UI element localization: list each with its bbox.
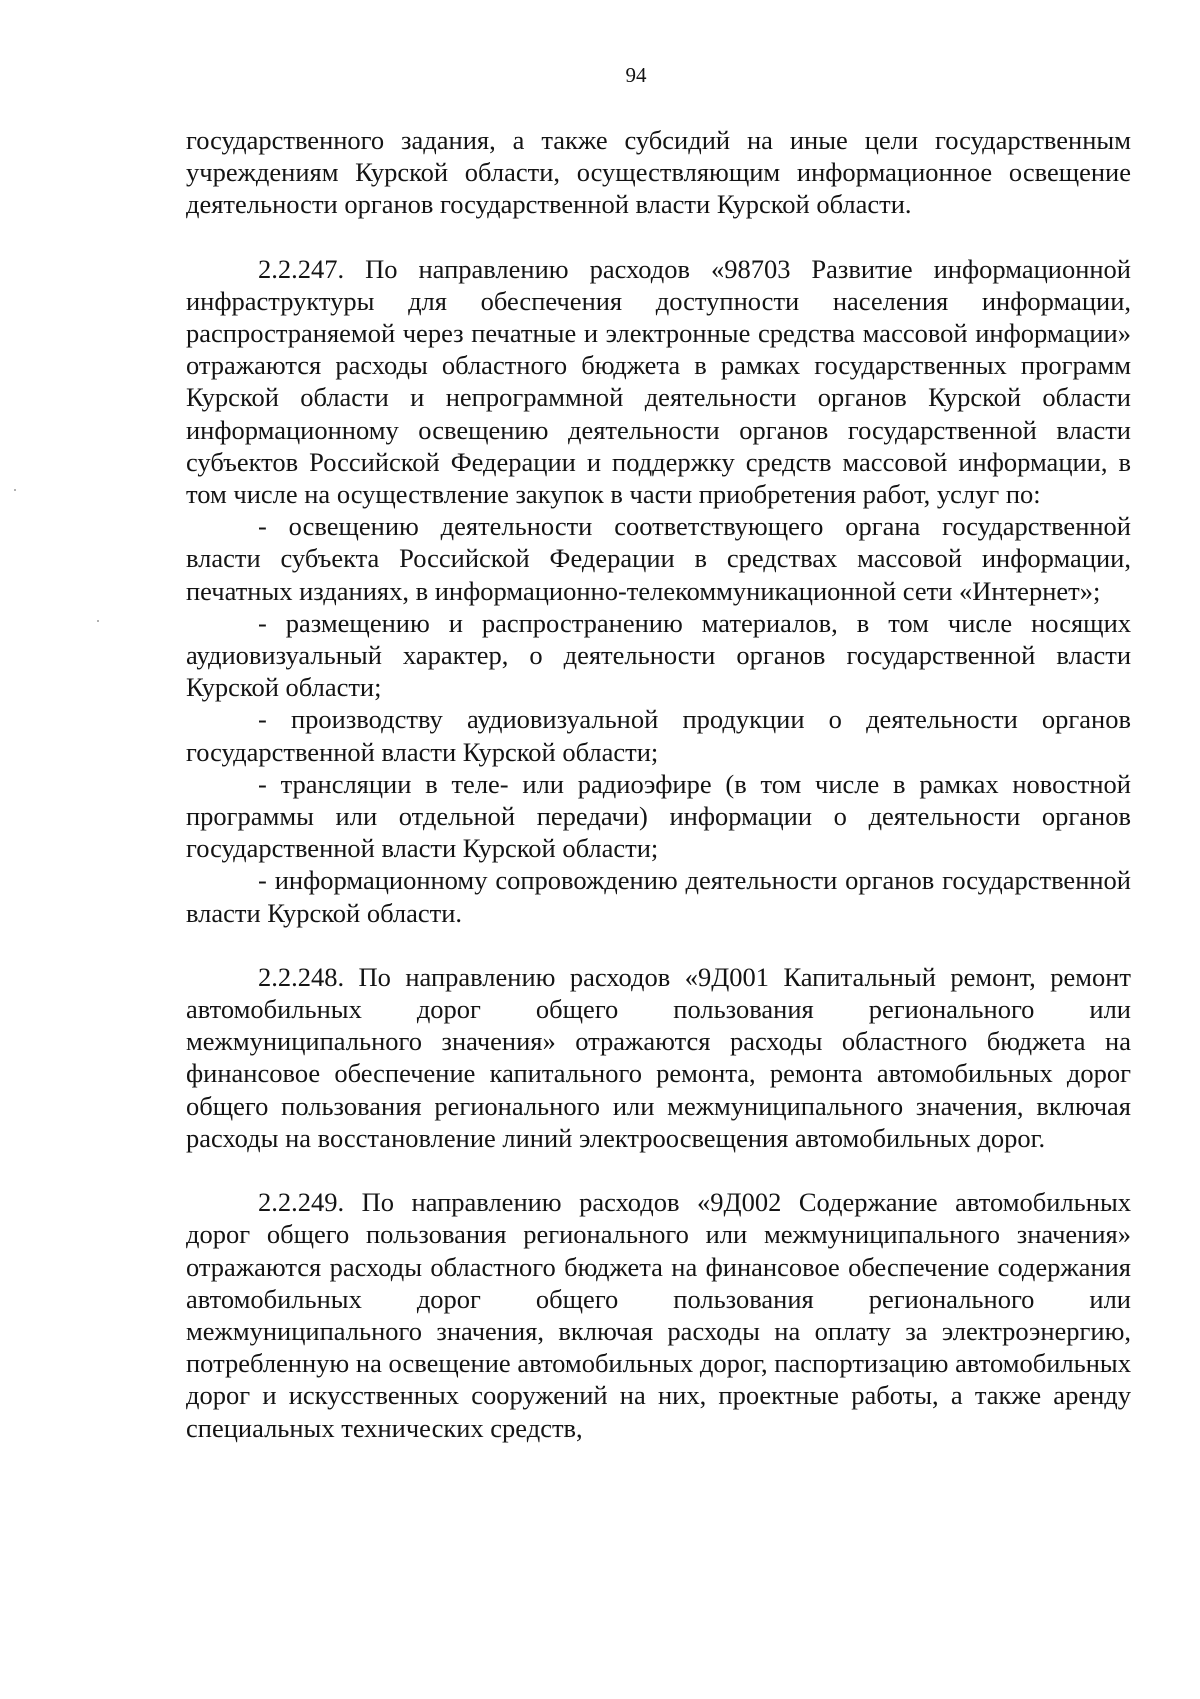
paragraph-continuation: государственного задания, а также субсидий на иные цели государственным учреждениям Курской области, осуществляющим информационное освещение деятельности органов государственной власти Курской области. [186,125,1131,220]
scan-speck [14,489,16,491]
clause-2-2-249: 2.2.249. По направлению расходов «9Д002 Содержание автомобильных дорог общего пользования регионального или межмуниципального значения» отражаются расходы областного бюджета на финансовое обеспечение содержания автомобильных дорог общего пользования регионального или межмуниципального значения, включая расходы на оплату за электроэнергию, потребленную на освещение автомобильных дорог, паспортизацию автомобильных дорог и искусственных сооружений на них, проектные работы, а также аренду специальных технических средств, [186,1187,1131,1443]
document-body [186,124,1131,1444]
clause-2-2-248: 2.2.248. По направлению расходов «9Д001 Капитальный ремонт, ремонт автомобильных дорог общего пользования регионального или межмуниципального значения» отражаются расходы областного бюджета на финансовое обеспечение капитального ремонта, ремонта автомобильных дорог общего пользования регионального или межмуниципального значения, включая расходы на восстановление линий электроосвещения автомобильных дорог. [186,961,1131,1153]
scan-speck [97,620,99,622]
clause-2-2-247: 2.2.247. По направлению расходов «98703 Развитие информационной инфраструктуры для обеспечения доступности населения информации, распространяемой через печатные и электронные средства массовой информации» отражаются расходы областного бюджета в рамках государственных программ Курской области и непрограммной деятельности органов Курской области информационному освещению деятельности органов государственной власти субъектов Российской Федерации и поддержку средств массовой информации, в том числе на осуществление закупок в части приобретения работ, услуг по: [186,253,1131,510]
list-item: - освещению деятельности соответствующего органа государственной власти субъекта Российской Федерации в средствах массовой информации, печатных изданиях, в информационно-телекоммуникационной сети «Интернет»; [186,511,1131,606]
page-number: 94 [625,63,647,87]
list-item: - размещению и распространению материалов, в том числе носящих аудиовизуальный характер, о деятельности органов государственной власти Курской области; [186,607,1131,703]
list-item: - информационному сопровождению деятельности органов государственной власти Курской области. [186,865,1131,928]
list-item: - трансляции в теле- или радиоэфире (в том числе в рамках новостной программы или отдельной передачи) информации о деятельности органов государственной власти Курской области; [186,768,1131,864]
list-item: - производству аудиовизуальной продукции о деятельности органов государственной власти Курской области; [186,704,1131,767]
